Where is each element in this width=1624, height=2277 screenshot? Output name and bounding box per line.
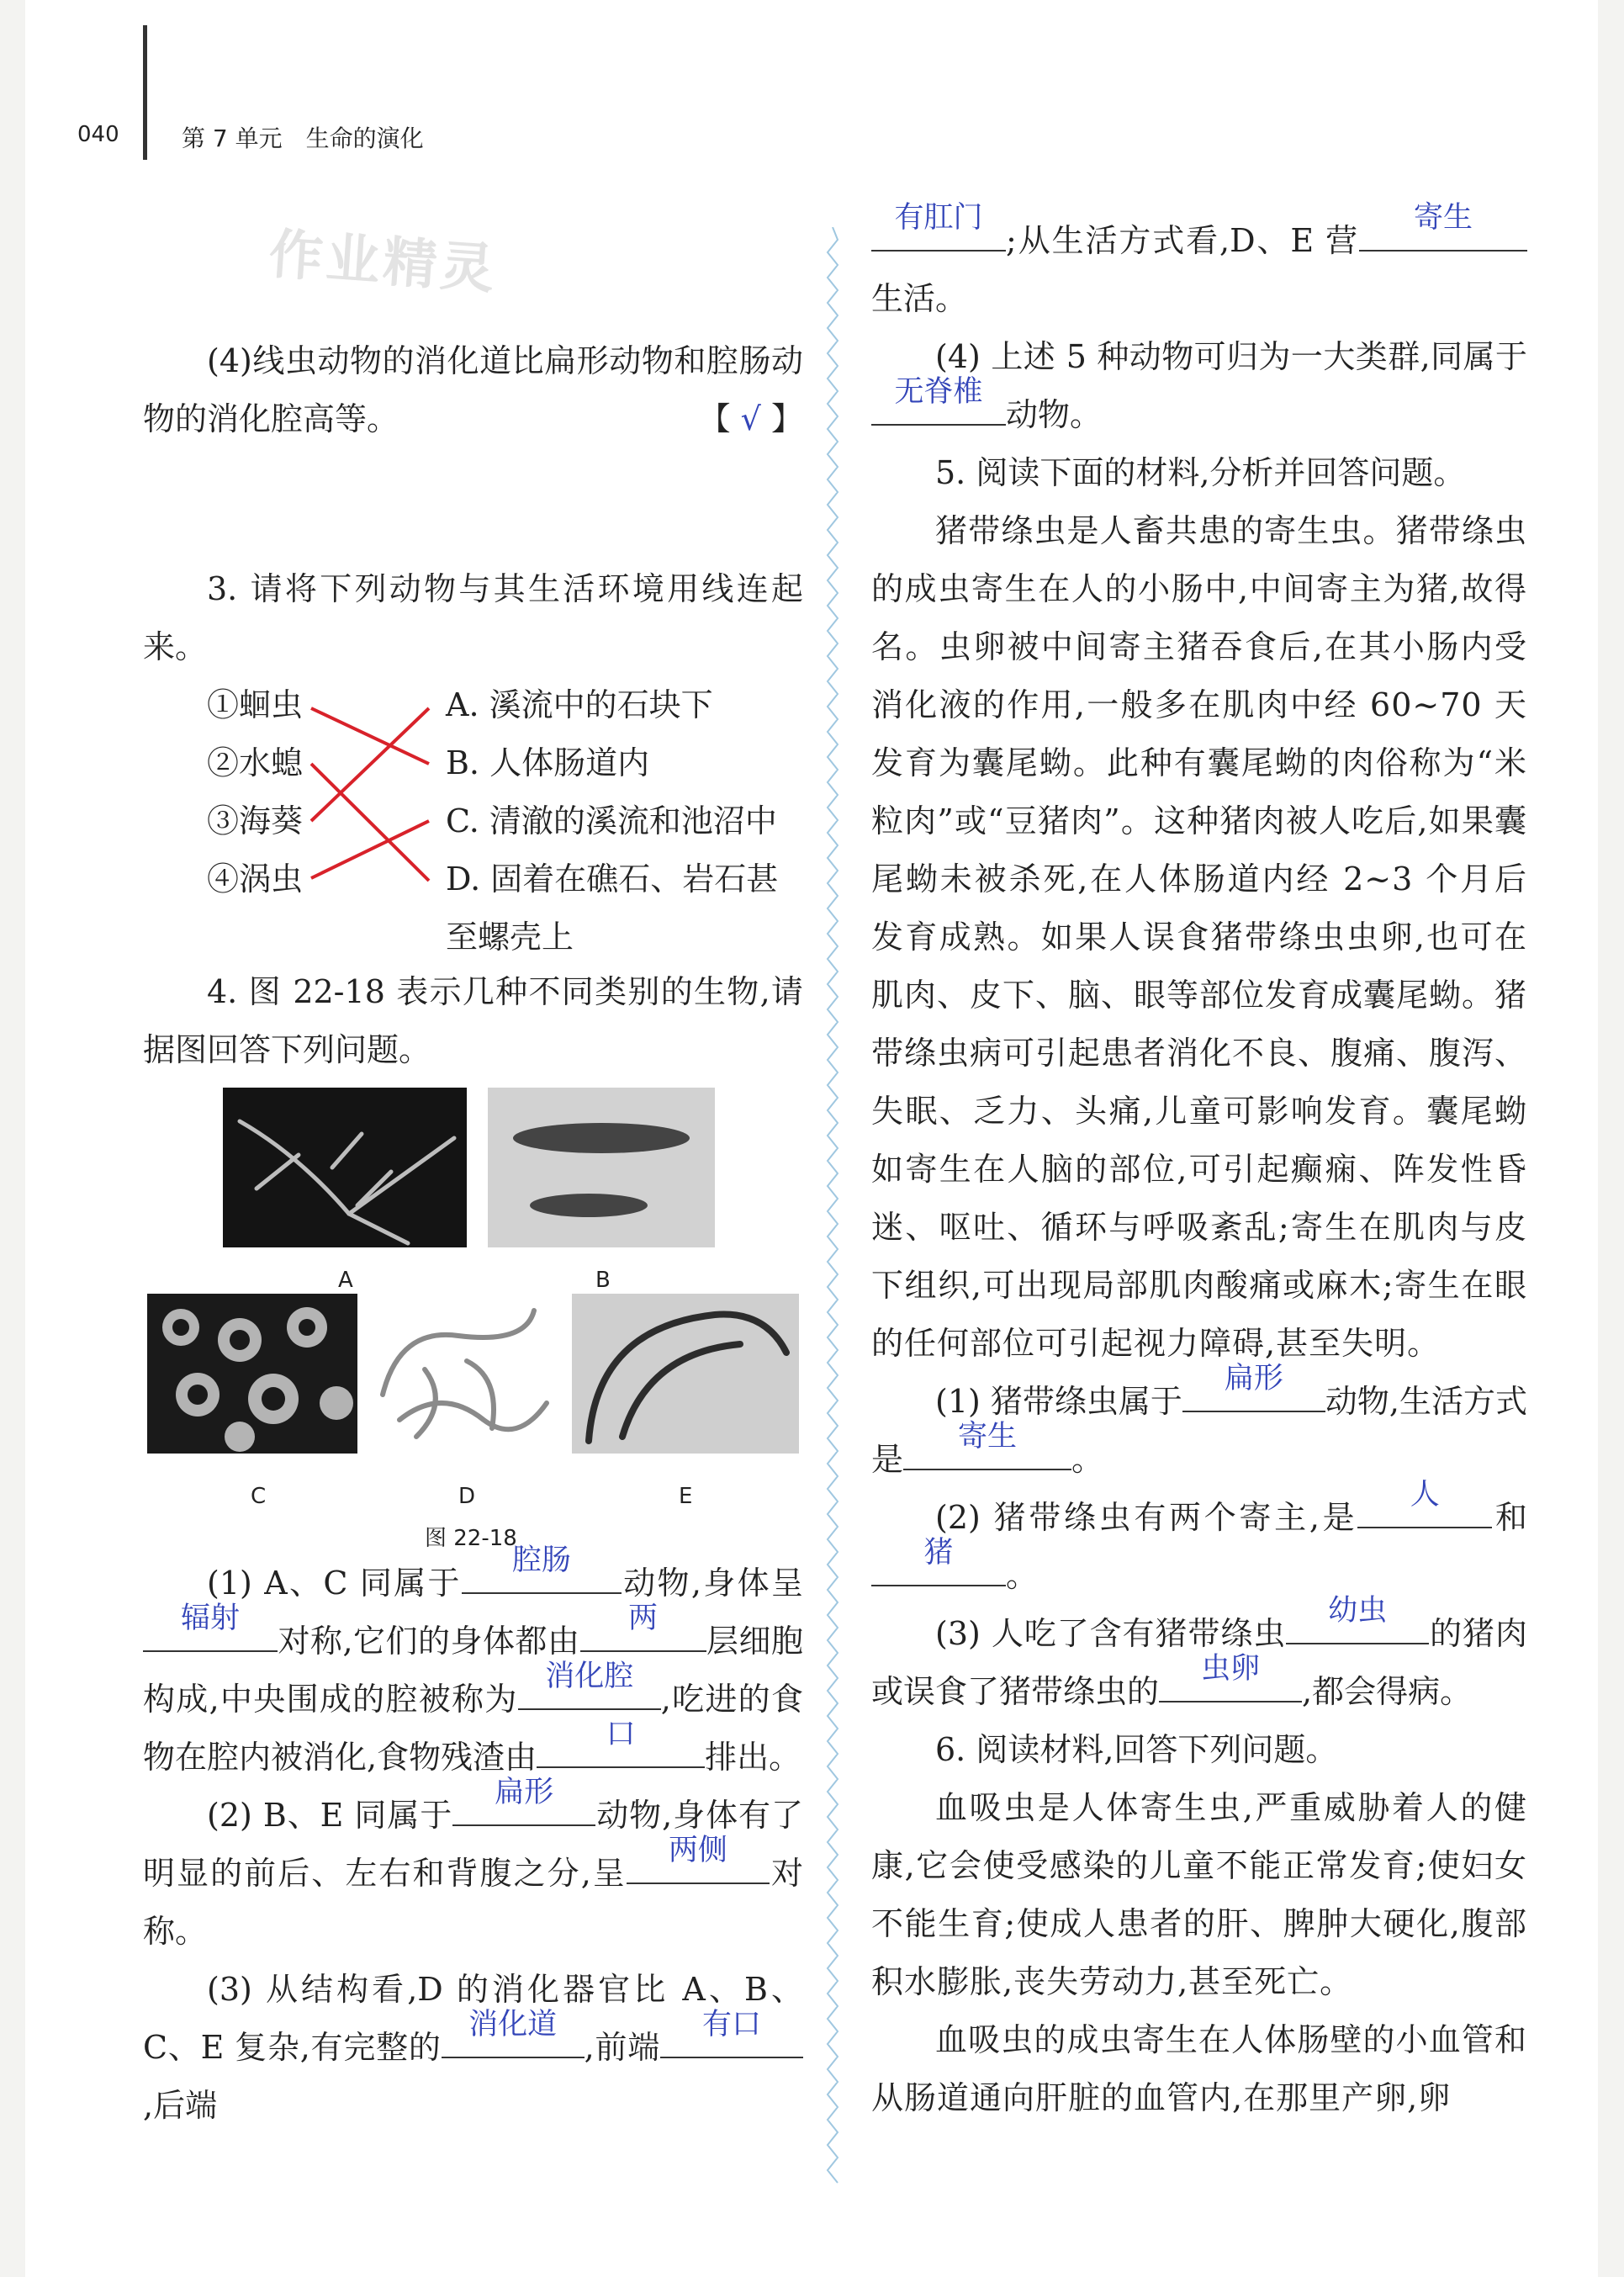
match-right-c: C. 清澈的溪流和池沼中 [446, 802, 777, 839]
answer-blank[interactable]: 口 [537, 1729, 705, 1768]
answer-blank[interactable]: 有肛门 [871, 213, 1006, 252]
right-column [871, 201, 1528, 2127]
matching-exercise [143, 676, 803, 956]
question-5-2: (2) 猪带绦虫有两个寄主,是 人 和 猪 。 [871, 1489, 1527, 1605]
fig-label-d: D [458, 1484, 476, 1509]
answer-blank[interactable]: 腔肠 [462, 1555, 622, 1594]
column-divider [824, 227, 841, 2187]
answer-blank[interactable]: 扁形 [1182, 1374, 1325, 1412]
question-6-title: 6. 阅读材料,回答下列问题。 [935, 1731, 1338, 1768]
fig-label-c: C [251, 1484, 267, 1509]
question-5-1: (1) 猪带绦虫属于 扁形 动物,生活方式是 寄生 。 [871, 1362, 1528, 1478]
answer-blank[interactable]: 寄生 [1359, 213, 1527, 252]
answer-blank[interactable]: 无脊椎 [871, 387, 1006, 426]
photo-d-roundworm [366, 1294, 559, 1454]
answer-blank[interactable]: 虫卵 [1159, 1664, 1302, 1702]
header-rule [143, 25, 147, 160]
question-2-4: (4)线虫动物的消化道比扁形动物和腔肠动物的消化腔高等。 【 √ 】 [143, 332, 803, 448]
match-left-1: ①蛔虫 [207, 686, 304, 723]
match-left-3: ③海葵 [207, 802, 304, 839]
photo-e-tapeworm [572, 1294, 799, 1454]
page-number: 040 [77, 122, 119, 147]
match-right-d: D. 固着在礁石、岩石甚至螺壳上 [446, 860, 779, 956]
watermark-logo: 作业精灵 [267, 223, 500, 302]
photo-b-planarian [488, 1088, 715, 1247]
photo-c-sea-anemone [147, 1294, 357, 1454]
answer-blank[interactable]: 寄生 [903, 1432, 1071, 1470]
fig-label-e: E [679, 1484, 693, 1509]
match-line-3a [311, 708, 429, 821]
match-right-b: B. 人体肠道内 [446, 744, 650, 781]
answer-blank[interactable]: 幼虫 [1286, 1606, 1429, 1644]
answer-blank[interactable]: 两 [580, 1613, 706, 1652]
figure-22-18 [143, 1079, 803, 1554]
answer-blank[interactable]: 辐射 [143, 1613, 278, 1652]
photo-a-hydra [223, 1088, 467, 1247]
answer-blank[interactable]: 有口 [660, 2020, 803, 2058]
answer-blank[interactable]: 扁形 [452, 1787, 595, 1826]
match-line-4c [311, 821, 429, 878]
fig-label-a: A [338, 1268, 353, 1293]
question-6-paragraph-2: 血吸虫的成虫寄生在人体肠壁的小血管和从肠道通向肝脏的血管内,在那里产卵,卵 [871, 2021, 1527, 2116]
match-right-a: A. 溪流中的石块下 [446, 686, 713, 723]
answer-blank[interactable]: 猪 [871, 1548, 1006, 1586]
judgement-mark: 【 √ 】 [698, 400, 803, 437]
fig-label-b: B [595, 1268, 611, 1293]
match-left-2: ②水螅 [207, 744, 304, 781]
match-lines [143, 676, 803, 908]
question-4-1: (1) A、C 同属于 腔肠 动物,身体呈 辐射 对称,它们的身体都由 两 层细胞构成,中央围成的腔被称为 消化腔 ,吃进的食物在腔内被消化,食物残渣由 口 排出。 [143, 1544, 803, 1776]
question-4-2: (2) B、E 同属于 扁形 动物,身体有了明显的前后、左右和背腹之分,呈 两侧 对称。 [143, 1776, 803, 1950]
question-3-title: 3. 请将下列动物与其生活环境用线连起来。 [143, 570, 803, 665]
question-4-3-continued: 有肛门 ;从生活方式看,D、E 营 寄生 生活。 [871, 212, 1527, 328]
question-5-title: 5. 阅读下面的材料,分析并回答问题。 [935, 454, 1466, 491]
figure-caption: 图 22-18 [425, 1526, 517, 1551]
check-answer: √ [740, 400, 761, 437]
match-left-4: ④涡虫 [207, 860, 304, 898]
workbook-page [25, 0, 1598, 2277]
left-column [143, 332, 803, 2135]
unit-title: 第 7 单元 生命的演化 [182, 124, 424, 152]
question-5-material: 猪带绦虫是人畜共患的寄生虫。猪带绦虫的成虫寄生在人的小肠中,中间寄主为猪,故得名。虫卵被中间寄主猪吞食后,在其小肠内受消化液的作用,一般多在肌肉中经 60~70 天发育为囊尾蚴。此种有囊尾蚴的肉俗称为“米粒肉”或“豆猪肉”。这种猪肉被人吃后,如果囊尾蚴未被杀死,在人体肠道内经 2~3 个月后发育成熟。如果人误食猪带绦虫虫卵,也可在肌肉、皮下、脑、眼等部位发育成囊尾蚴。猪带绦虫病可引起患者消化不良、腹痛、腹泻、失眠、乏力、头痛,儿童可影响发育。囊尾蚴如寄生在人脑的部位,可引起癫痫、阵发性昏迷、呕吐、循环与呼吸紊乱;寄生在肌肉与皮下组织,可出现局部肌肉酸痛或麻木;寄生在眼的任何部位可引起视力障碍,甚至失明。 [871, 512, 1528, 1362]
question-4-title: 4. 图 22-18 表示几种不同类别的生物,请据图回答下列问题。 [143, 973, 803, 1068]
answer-blank[interactable]: 人 [1357, 1490, 1492, 1528]
question-4-3: (3) 从结构看,D 的消化器官比 A、B、C、E 复杂,有完整的 消化道 ,前端 有口 ,后端 [143, 1971, 803, 2124]
match-line-1b [311, 708, 429, 764]
answer-blank[interactable]: 两侧 [627, 1845, 770, 1884]
question-5-3: (3) 人吃了含有猪带绦虫 幼虫 的猪肉或误食了猪带绦虫的 虫卵 ,都会得病。 [871, 1594, 1527, 1710]
question-4-4: (4) 上述 5 种动物可归为一大类群,同属于 无脊椎 动物。 [871, 328, 1527, 444]
match-line-2d [311, 764, 429, 881]
answer-blank[interactable]: 消化腔 [518, 1671, 661, 1710]
answer-blank[interactable]: 消化道 [442, 2020, 585, 2058]
question-6-paragraph-1: 血吸虫是人体寄生虫,严重威胁着人的健康,它会使受感染的儿童不能正常发育;使妇女不能生育;使成人患者的肝、脾肿大硬化,腹部积水膨胀,丧失劳动力,甚至死亡。 [871, 1789, 1527, 2000]
